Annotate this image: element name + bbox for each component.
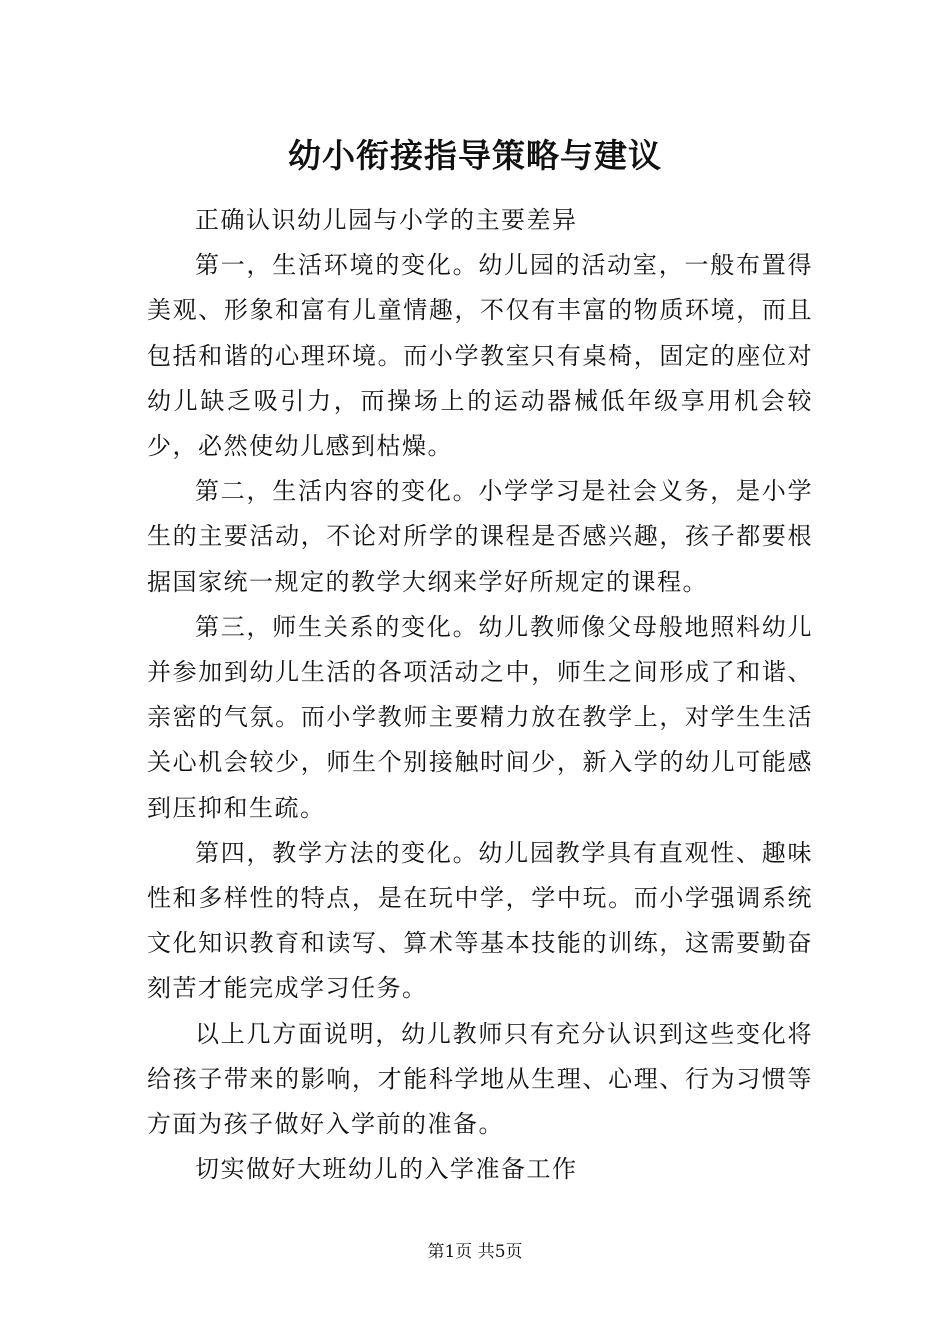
paragraph-living-environment: 第一，生活环境的变化。幼儿园的活动室，一般布置得美观、形象和富有儿童情趣，不仅有丰富的物质环境，而且包括和谐的心理环境。而小学教室只有桌椅，固定的座位对幼儿缺乏吸引力，而操场上的运动器械低年级享用机会较少，必然使幼儿感到枯燥。 bbox=[147, 251, 813, 461]
document-title: 幼小衔接指导策略与建议 bbox=[288, 136, 662, 175]
paragraph-conclusion: 以上几方面说明，幼儿教师只有充分认识到这些变化将给孩子带来的影响，才能科学地从生理、心理、行为习惯等方面为孩子做好入学前的准备。 bbox=[147, 1019, 813, 1139]
page-footer: 第1页 共5页 bbox=[427, 1242, 523, 1262]
paragraph-living-content: 第二，生活内容的变化。小学学习是社会义务，是小学生的主要活动，不论对所学的课程是否感兴趣，孩子都要根据国家统一规定的教学大纲来学好所规定的课程。 bbox=[147, 477, 813, 596]
section-heading-preparation: 切实做好大班幼儿的入学准备工作 bbox=[195, 1155, 578, 1184]
paragraph-teacher-student-relationship: 第三，师生关系的变化。幼儿教师像父母般地照料幼儿并参加到幼儿生活的各项活动之中，师生之间形成了和谐、亲密的气氛。而小学教师主要精力放在教学上，对学生生活关心机会较少，师生个别接触时间少，新入学的幼儿可能感到压抑和生疏。 bbox=[147, 612, 813, 822]
paragraph-teaching-method: 第四，教学方法的变化。幼儿园教学具有直观性、趣味性和多样性的特点，是在玩中学，学中玩。而小学强调系统文化知识教育和读写、算术等基本技能的训练，这需要勤奋刻苦才能完成学习任务。 bbox=[147, 838, 813, 1003]
document-body bbox=[147, 198, 813, 1192]
section-heading-differences: 正确认识幼儿园与小学的主要差异 bbox=[195, 206, 578, 234]
